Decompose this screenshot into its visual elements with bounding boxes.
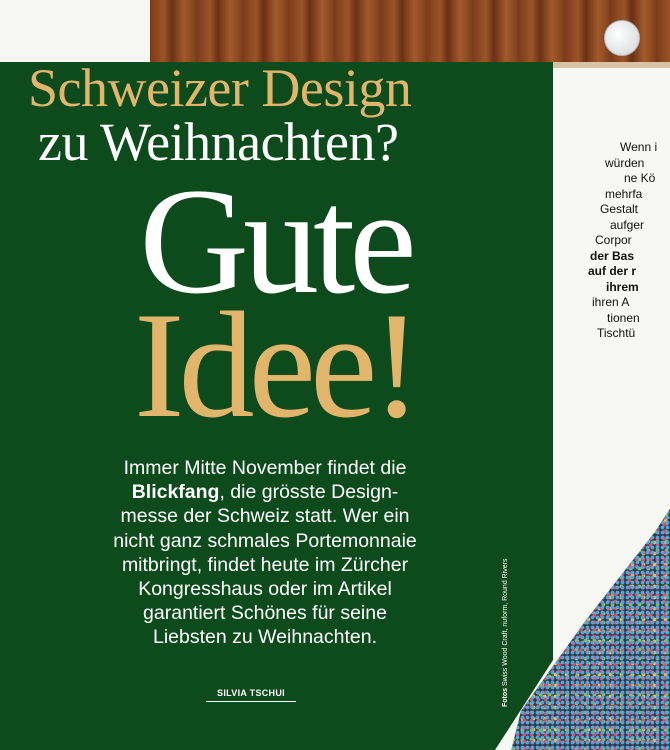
lead-line: nicht ganz schmales Portemonnaie — [113, 529, 417, 552]
big-word-idee: Idee! — [133, 281, 417, 449]
lead-line: mitbringt, findet heute im Zürcher — [121, 553, 409, 576]
right-column-line: Gestalt — [600, 202, 639, 216]
photo-credit — [502, 559, 509, 708]
board-metal-stud — [604, 20, 640, 56]
lead-line: , die grösste Design- — [219, 481, 399, 504]
right-column-line: Wenn i — [620, 140, 658, 154]
author-byline: SILVIA TSCHUI — [206, 688, 296, 702]
lead-line: Immer Mitte November findet die — [123, 457, 407, 479]
right-column-line: ihren A — [592, 295, 630, 309]
credit-label: Fotos — [502, 687, 509, 707]
lead-line: Liebsten zu Weihnachten. — [152, 626, 378, 649]
headline-line-2: zu Weihnachten? — [38, 112, 399, 172]
lead-line: garantiert Schönes für seine — [143, 602, 387, 625]
right-column-line: der Bas — [590, 248, 635, 263]
big-word-gute: Gute — [139, 157, 411, 325]
brand-name: Blickfang — [131, 481, 220, 504]
right-column-line: ihrem — [606, 279, 639, 294]
right-column-line: aufger — [610, 217, 645, 232]
right-column-line: auf der r — [588, 264, 637, 278]
lead-paragraph — [40, 456, 490, 650]
credit-text: Swiss Wood Craft, nuform, Round Rivers — [502, 558, 509, 686]
right-column-line: mehrfa — [605, 186, 643, 201]
right-column-line: tionen — [607, 310, 640, 325]
right-article-column — [560, 140, 670, 342]
right-column-line: würden — [605, 155, 645, 170]
right-column-line: Tischtü — [597, 326, 636, 340]
lead-line: Kongresshaus oder im Artikel — [138, 578, 392, 601]
right-column-line: ne Kö — [624, 171, 656, 185]
headline-line-1: Schweizer Design — [28, 58, 412, 118]
lead-line: messe der Schweiz statt. Wer ein — [120, 505, 410, 528]
right-column-line: Corpor — [595, 233, 632, 247]
